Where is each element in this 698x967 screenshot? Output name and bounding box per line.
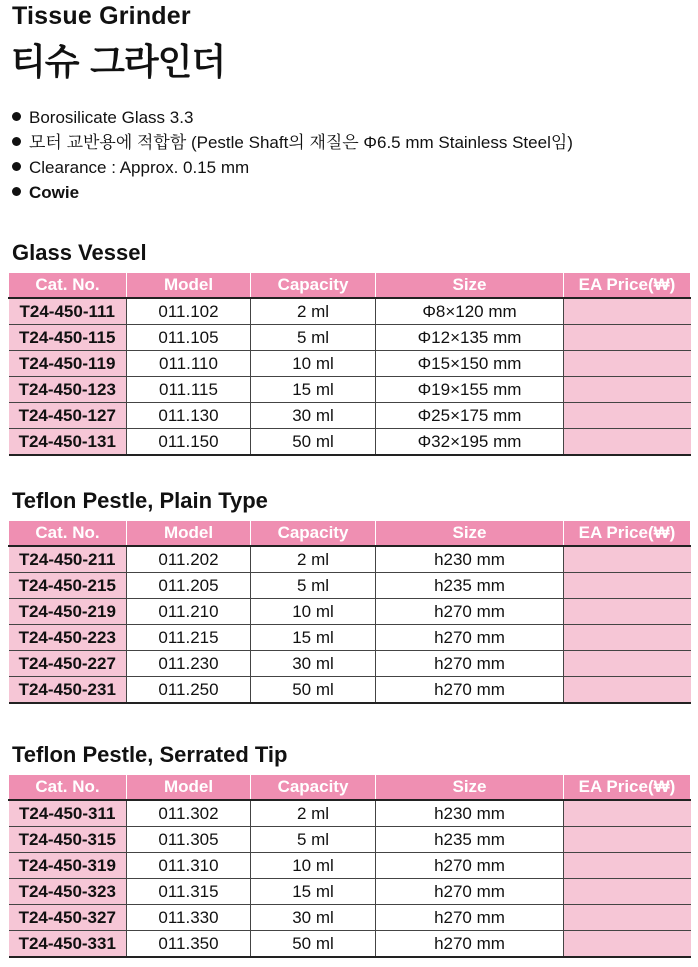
capacity-cell: 5 ml [251, 827, 376, 853]
capacity-cell: 15 ml [251, 377, 376, 403]
cat-no-cell: T24-450-227 [9, 651, 127, 677]
section-title-glass-vessel: Glass Vessel [12, 240, 147, 265]
col-header-price: EA Price(₩) [564, 273, 691, 298]
col-header-price: EA Price(₩) [564, 521, 691, 546]
capacity-cell: 5 ml [251, 325, 376, 351]
table-row [9, 879, 691, 905]
model-cell: 011.302 [127, 800, 251, 827]
cat-no-cell: T24-450-131 [9, 429, 127, 456]
model-cell: 011.210 [127, 599, 251, 625]
table-row [9, 931, 691, 958]
model-cell: 011.305 [127, 827, 251, 853]
model-cell: 011.215 [127, 625, 251, 651]
plain-type-table [8, 521, 691, 704]
size-cell: h230 mm [376, 546, 564, 573]
table-row [9, 377, 691, 403]
size-cell: h270 mm [376, 677, 564, 704]
size-cell: h235 mm [376, 573, 564, 599]
section-title-serrated-tip: Teflon Pestle, Serrated Tip [12, 742, 288, 767]
col-header-size: Size [376, 521, 564, 546]
size-cell: h230 mm [376, 800, 564, 827]
table-header-row [9, 273, 691, 298]
table-row [9, 827, 691, 853]
price-cell [564, 651, 691, 677]
col-header-model: Model [127, 273, 251, 298]
feature-text: 모터 교반용에 적합함 (Pestle Shaft의 재질은 Φ6.5 mm Stainless Steel임) [29, 133, 573, 152]
model-cell: 011.205 [127, 573, 251, 599]
capacity-cell: 10 ml [251, 599, 376, 625]
table-row [9, 651, 691, 677]
price-cell [564, 853, 691, 879]
capacity-cell: 2 ml [251, 800, 376, 827]
table-header-row [9, 521, 691, 546]
cat-no-cell: T24-450-231 [9, 677, 127, 704]
size-cell: Φ15×150 mm [376, 351, 564, 377]
bullet-dot-icon [12, 187, 21, 196]
capacity-cell: 30 ml [251, 403, 376, 429]
capacity-cell: 30 ml [251, 905, 376, 931]
capacity-cell: 30 ml [251, 651, 376, 677]
size-cell: Φ32×195 mm [376, 429, 564, 456]
cat-no-cell: T24-450-319 [9, 853, 127, 879]
cat-no-cell: T24-450-211 [9, 546, 127, 573]
feature-item [12, 180, 573, 205]
capacity-cell: 50 ml [251, 429, 376, 456]
table-row [9, 800, 691, 827]
table-header-row [9, 775, 691, 800]
price-cell [564, 827, 691, 853]
model-cell: 011.315 [127, 879, 251, 905]
price-cell [564, 429, 691, 456]
cat-no-cell: T24-450-315 [9, 827, 127, 853]
size-cell: Φ19×155 mm [376, 377, 564, 403]
feature-list [12, 105, 573, 205]
capacity-cell: 10 ml [251, 853, 376, 879]
cat-no-cell: T24-450-123 [9, 377, 127, 403]
bullet-dot-icon [12, 112, 21, 121]
table-row [9, 298, 691, 325]
table-row [9, 853, 691, 879]
size-cell: Φ12×135 mm [376, 325, 564, 351]
cat-no-cell: T24-450-327 [9, 905, 127, 931]
cat-no-cell: T24-450-323 [9, 879, 127, 905]
price-cell [564, 377, 691, 403]
model-cell: 011.102 [127, 298, 251, 325]
capacity-cell: 50 ml [251, 677, 376, 704]
table-row [9, 625, 691, 651]
model-cell: 011.350 [127, 931, 251, 958]
cat-no-cell: T24-450-223 [9, 625, 127, 651]
model-cell: 011.330 [127, 905, 251, 931]
price-cell [564, 800, 691, 827]
col-header-cat-no: Cat. No. [9, 521, 127, 546]
feature-item [12, 155, 573, 180]
feature-text: Borosilicate Glass 3.3 [29, 108, 194, 127]
model-cell: 011.105 [127, 325, 251, 351]
bullet-dot-icon [12, 162, 21, 171]
table-row [9, 573, 691, 599]
table-row [9, 546, 691, 573]
capacity-cell: 2 ml [251, 298, 376, 325]
capacity-cell: 10 ml [251, 351, 376, 377]
capacity-cell: 2 ml [251, 546, 376, 573]
feature-item [12, 105, 573, 130]
price-cell [564, 351, 691, 377]
table-row [9, 351, 691, 377]
model-cell: 011.110 [127, 351, 251, 377]
col-header-size: Size [376, 273, 564, 298]
model-cell: 011.202 [127, 546, 251, 573]
price-cell [564, 298, 691, 325]
size-cell: h270 mm [376, 879, 564, 905]
model-cell: 011.115 [127, 377, 251, 403]
size-cell: Φ8×120 mm [376, 298, 564, 325]
serrated-tip-table [8, 775, 691, 958]
col-header-cat-no: Cat. No. [9, 775, 127, 800]
capacity-cell: 15 ml [251, 879, 376, 905]
col-header-size: Size [376, 775, 564, 800]
model-cell: 011.130 [127, 403, 251, 429]
bullet-dot-icon [12, 137, 21, 146]
feature-item [12, 130, 573, 155]
cat-no-cell: T24-450-115 [9, 325, 127, 351]
cat-no-cell: T24-450-219 [9, 599, 127, 625]
col-header-cat-no: Cat. No. [9, 273, 127, 298]
model-cell: 011.230 [127, 651, 251, 677]
table-row [9, 905, 691, 931]
table-row [9, 403, 691, 429]
model-cell: 011.310 [127, 853, 251, 879]
cat-no-cell: T24-450-331 [9, 931, 127, 958]
table-row [9, 599, 691, 625]
size-cell: Φ25×175 mm [376, 403, 564, 429]
size-cell: h270 mm [376, 651, 564, 677]
cat-no-cell: T24-450-127 [9, 403, 127, 429]
price-cell [564, 573, 691, 599]
cat-no-cell: T24-450-119 [9, 351, 127, 377]
cat-no-cell: T24-450-215 [9, 573, 127, 599]
col-header-model: Model [127, 775, 251, 800]
col-header-price: EA Price(₩) [564, 775, 691, 800]
price-cell [564, 403, 691, 429]
capacity-cell: 50 ml [251, 931, 376, 958]
size-cell: h270 mm [376, 905, 564, 931]
table-row [9, 677, 691, 704]
page-title-korean: 티슈 그라인더 [11, 42, 226, 83]
table-row [9, 429, 691, 456]
price-cell [564, 677, 691, 704]
model-cell: 011.150 [127, 429, 251, 456]
price-cell [564, 905, 691, 931]
price-cell [564, 546, 691, 573]
col-header-model: Model [127, 521, 251, 546]
glass-vessel-table [8, 273, 691, 456]
model-cell: 011.250 [127, 677, 251, 704]
cat-no-cell: T24-450-311 [9, 800, 127, 827]
feature-text: Clearance : Approx. 0.15 mm [29, 158, 250, 177]
cat-no-cell: T24-450-111 [9, 298, 127, 325]
price-cell [564, 931, 691, 958]
price-cell [564, 599, 691, 625]
size-cell: h270 mm [376, 853, 564, 879]
col-header-capacity: Capacity [251, 775, 376, 800]
price-cell [564, 325, 691, 351]
size-cell: h270 mm [376, 625, 564, 651]
size-cell: h270 mm [376, 931, 564, 958]
feature-text: Cowie [29, 183, 80, 202]
page-title-english: Tissue Grinder [12, 2, 191, 30]
size-cell: h270 mm [376, 599, 564, 625]
size-cell: h235 mm [376, 827, 564, 853]
col-header-capacity: Capacity [251, 273, 376, 298]
capacity-cell: 15 ml [251, 625, 376, 651]
capacity-cell: 5 ml [251, 573, 376, 599]
price-cell [564, 625, 691, 651]
section-title-plain-type: Teflon Pestle, Plain Type [12, 488, 268, 513]
col-header-capacity: Capacity [251, 521, 376, 546]
price-cell [564, 879, 691, 905]
table-row [9, 325, 691, 351]
